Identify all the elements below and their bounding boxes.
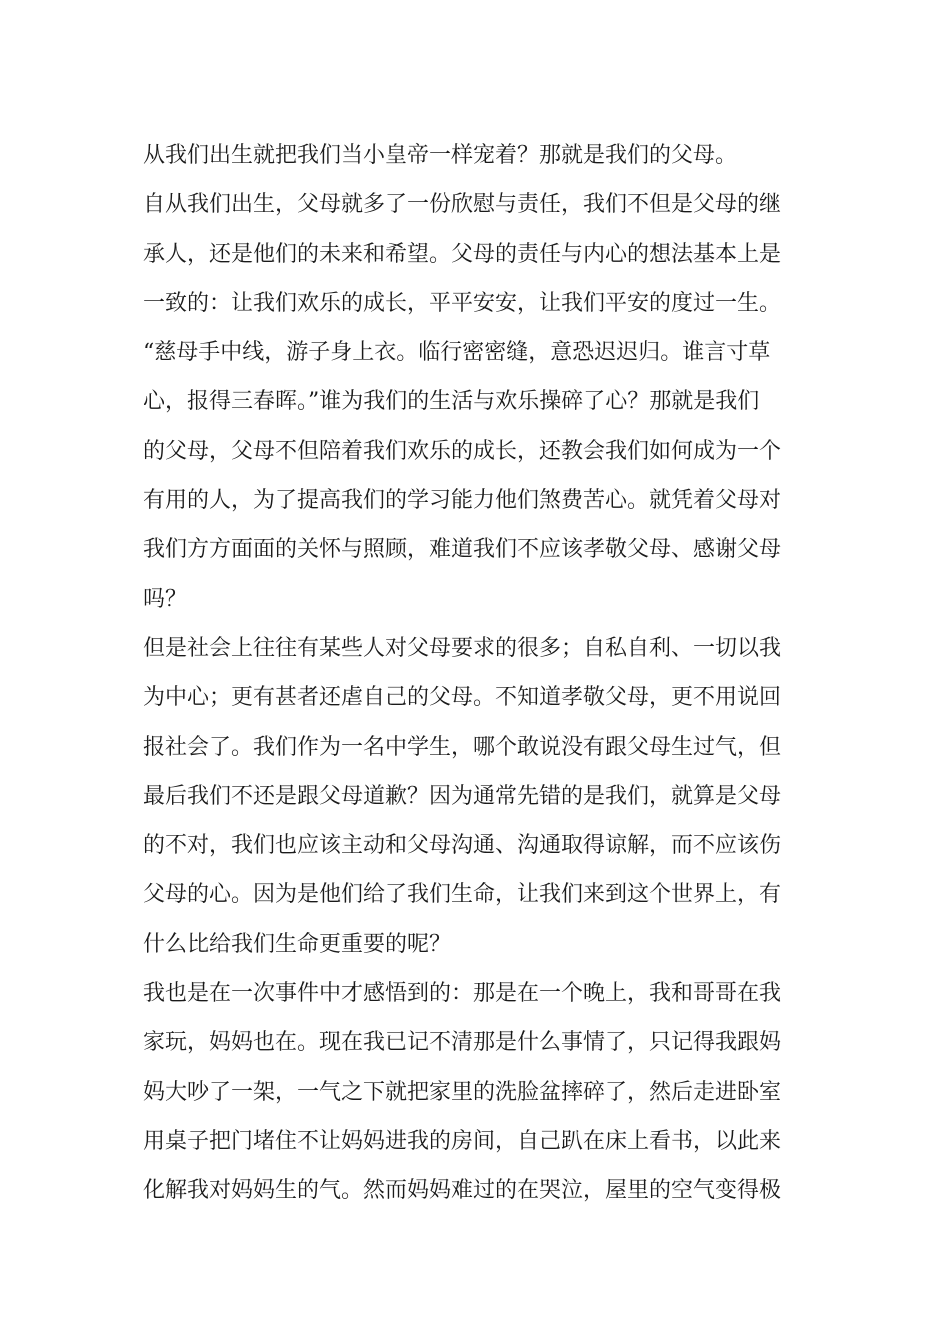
text-line: 化解我对妈妈生的气。然而妈妈难过的在哭泣，屋里的空气变得极 [143, 1178, 782, 1204]
text-line: 妈大吵了一架，一气之下就把家里的洗脸盆摔碎了，然后走进卧室 [143, 1079, 782, 1105]
text-line: 的不对，我们也应该主动和父母沟通、沟通取得谅解，而不应该伤 [143, 833, 782, 859]
text-line: 有用的人，为了提高我们的学习能力他们煞费苦心。就凭着父母对 [143, 488, 782, 514]
text-line: 但是社会上往往有某些人对父母要求的很多；自私自利、一切以我 [143, 635, 782, 661]
text-line: 父母的心。因为是他们给了我们生命，让我们来到这个世界上，有 [143, 882, 782, 908]
text-line: 自从我们出生，父母就多了一份欣慰与责任，我们不但是父母的继 [143, 192, 782, 218]
text-line: 一致的：让我们欢乐的成长，平平安安，让我们平安的度过一生。 [143, 290, 782, 316]
text-line: 家玩，妈妈也在。现在我已记不清那是什么事情了，只记得我跟妈 [143, 1030, 782, 1056]
text-line: 报社会了。我们作为一名中学生，哪个敢说没有跟父母生过气，但 [143, 734, 782, 760]
text-line: “慈母手中线，游子身上衣。临行密密缝，意恐迟迟归。谁言寸草 [143, 340, 771, 366]
text-line: 用桌子把门堵住不让妈妈进我的房间，自己趴在床上看书，以此来 [143, 1128, 782, 1154]
text-line: 最后我们不还是跟父母道歉？因为通常先错的是我们，就算是父母 [143, 783, 782, 809]
text-line: 承人，还是他们的未来和希望。父母的责任与内心的想法基本上是 [143, 241, 782, 267]
text-line: 什么比给我们生命更重要的呢？ [143, 931, 452, 957]
text-line: 的父母，父母不但陪着我们欢乐的成长，还教会我们如何成为一个 [143, 438, 782, 464]
text-line: 心，报得三春晖。”谁为我们的生活与欢乐操碎了心？那就是我们 [143, 389, 760, 415]
text-line: 我们方方面面的关怀与照顾，难道我们不应该孝敬父母、感谢父母 [143, 537, 782, 563]
text-line: 为中心；更有甚者还虐自己的父母。不知道孝敬父母，更不用说回 [143, 685, 782, 711]
body-text [143, 131, 813, 1216]
text-line: 我也是在一次事件中才感悟到的：那是在一个晚上，我和哥哥在我 [143, 981, 782, 1007]
text-line: 从我们出生就把我们当小皇帝一样宠着？那就是我们的父母。 [143, 143, 738, 168]
text-line: 吗？ [143, 586, 188, 612]
